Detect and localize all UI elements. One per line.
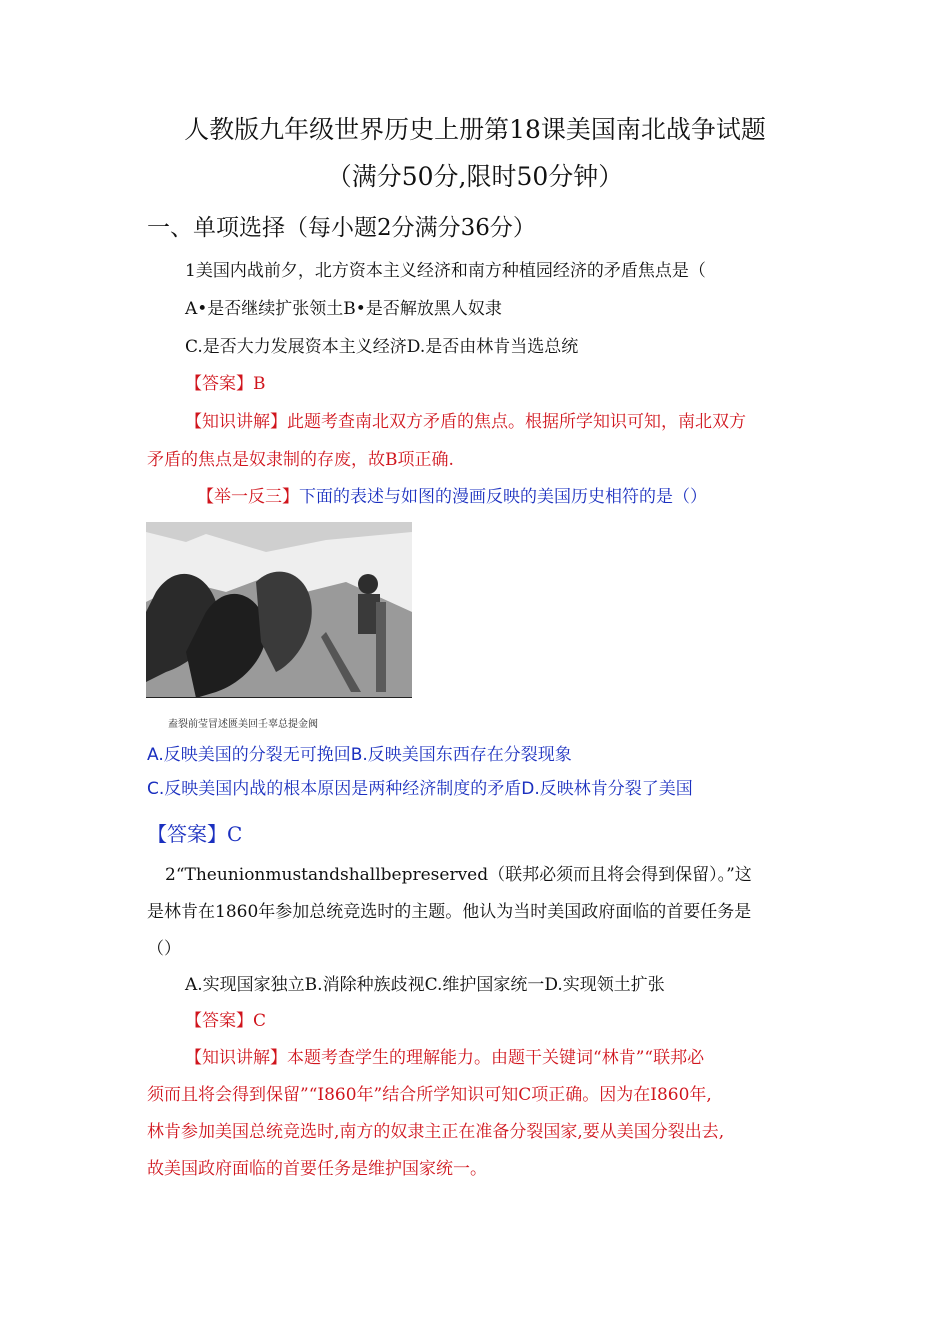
extension-stem: 下面的表述与如图的漫画反映的美国历史相符的是（）	[299, 487, 707, 507]
question-2-options: A.实现国家独立B.消除种族歧视C.维护国家统一D.实现领土扩张	[185, 975, 665, 995]
question-1-explanation-line-2: 矛盾的焦点是奴隶制的存废，故B项正确.	[147, 450, 454, 470]
civil-war-cartoon-illustration	[146, 522, 412, 698]
extension-question	[197, 482, 707, 507]
question-1-stem: 1美国内战前夕，北方资本主义经济和南方种植园经济的矛盾焦点是（	[185, 261, 706, 281]
question-2-answer: 【答案】C	[185, 1011, 267, 1031]
page-title: 人教版九年级世界历史上册第18课美国南北战争试题	[184, 115, 766, 144]
extension-options-cd: C.反映美国内战的根本原因是两种经济制度的矛盾D.反映林肯分裂了美国	[147, 779, 693, 799]
cartoon-image	[146, 522, 412, 698]
question-1-explanation-line-1: 【知识讲解】此题考查南北双方矛盾的焦点。根据所学知识可知，南北双方	[185, 412, 746, 432]
extension-options-ab: A.反映美国的分裂无可挽回B.反映美国东西存在分裂现象	[147, 745, 572, 765]
question-2-explanation-line-2: 须而且将会得到保留”“I860年”结合所学知识可知C项正确。因为在I860年,	[147, 1085, 712, 1105]
cartoon-caption: 盍裂前莹冒述匮美回壬辜总提金阀	[168, 719, 318, 730]
section-heading-single-choice: 一、单项选择（每小题2分满分36分）	[147, 215, 536, 241]
question-2-stem-line-1: 2“Theunionmustandshallbepreserved（联邦必须而且将会得到保留）。”这	[165, 865, 752, 885]
question-1-options-cd: C.是否大力发展资本主义经济D.是否由林肯当选总统	[185, 337, 579, 357]
question-1-answer: 【答案】B	[185, 374, 266, 394]
extension-answer: 【答案】C	[147, 822, 243, 846]
question-1-options-ab: A•是否继续扩张领土B•是否解放黑人奴隶	[185, 299, 502, 319]
question-2-stem-line-3: （）	[147, 939, 181, 959]
extension-tag: 【举一反三】	[197, 487, 299, 507]
question-2-explanation-line-4: 故美国政府面临的首要任务是维护国家统一。	[147, 1159, 487, 1179]
question-2-explanation-line-3: 林肯参加美国总统竞选时,南方的奴隶主正在准备分裂国家,要从美国分裂出去,	[147, 1122, 725, 1142]
page-subtitle: （满分50分,限时50分钟）	[326, 162, 624, 191]
question-2-stem-line-2: 是林肯在1860年参加总统竞选时的主题。他认为当时美国政府面临的首要任务是	[147, 902, 752, 922]
question-2-explanation-line-1: 【知识讲解】本题考查学生的理解能力。由题干关键词“林肯”“联邦必	[185, 1048, 705, 1068]
